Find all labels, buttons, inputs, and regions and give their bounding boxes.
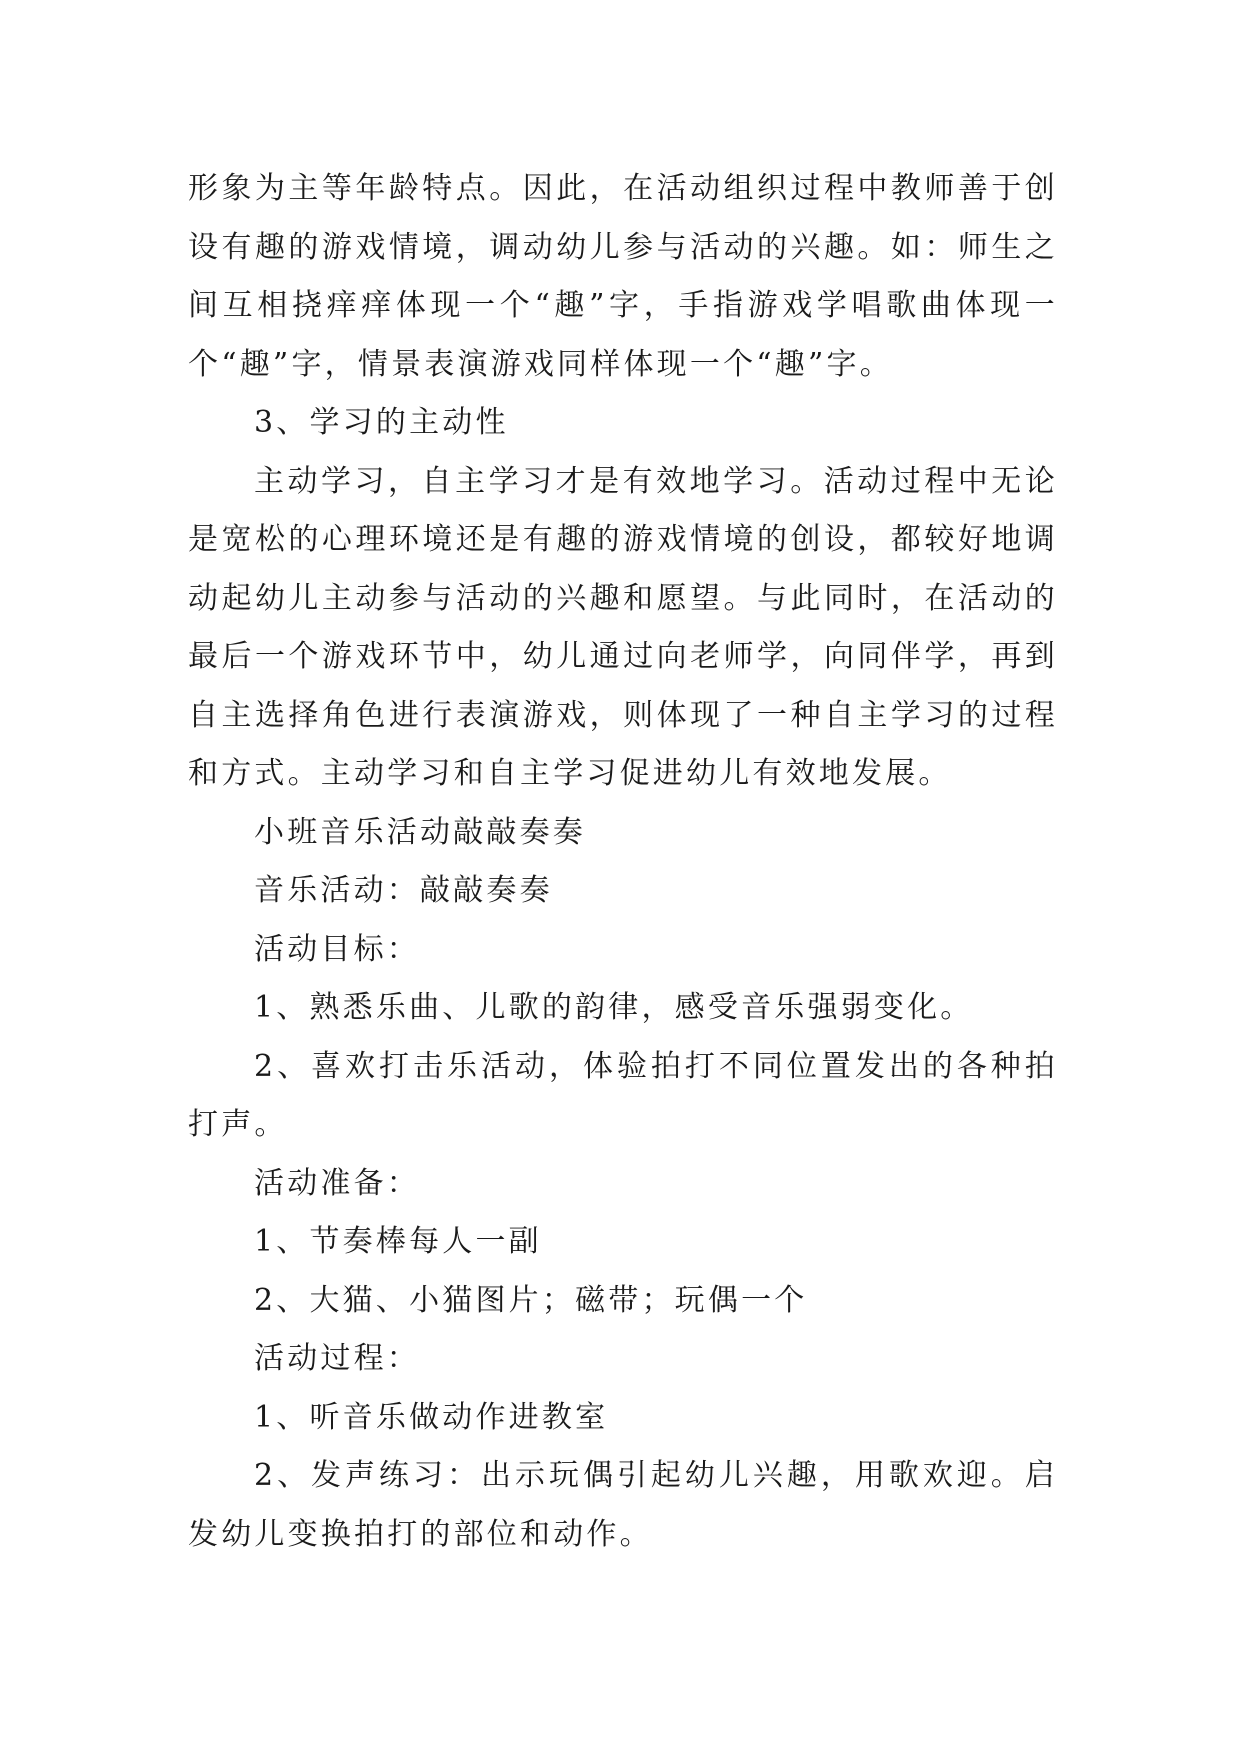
document-body	[188, 160, 1058, 1564]
process-heading: 活动过程：	[254, 1341, 420, 1376]
goals-heading: 活动目标：	[254, 931, 420, 967]
paragraph-initiative: 主动学习，自主学习才是有效地学习。活动过程中无论是宽松的心理环境还是有趣的游戏情境的创设，都较好地调动起幼儿主动参与活动的兴趣和愿望。与此同时，在活动的最后一个游戏环节中，幼儿通过向老师学，向同伴学，再到自主选择角色进行表演游戏，则体现了一种自主学习的过程和方式。主动学习和自主学习促进幼儿有效地发展。	[188, 463, 1058, 791]
goal-item: 1、熟悉乐曲、儿歌的韵律，感受音乐强弱变化。	[254, 990, 974, 1025]
preparation-item: 2、大猫、小猫图片；磁带；玩偶一个	[254, 1282, 808, 1318]
goal-item: 2、喜欢打击乐活动，体验拍打不同位置发出的各种拍打声。	[188, 1048, 1058, 1142]
process-item: 2、发声练习：出示玩偶引起幼儿兴趣，用歌欢迎。启发幼儿变换拍打的部位和动作。	[188, 1458, 1058, 1552]
section-heading-initiative: 3、学习的主动性	[254, 405, 509, 440]
paragraph-continuation: 形象为主等年龄特点。因此，在活动组织过程中教师善于创设有趣的游戏情境，调动幼儿参与活动的兴趣。如：师生之间互相挠痒痒体现一个“趣”字，手指游戏学唱歌曲体现一个“趣”字，情景表演游戏同样体现一个“趣”字。	[188, 171, 1058, 382]
lesson-activity-name: 音乐活动：敲敲奏奏	[254, 873, 553, 908]
process-item: 1、听音乐做动作进教室	[254, 1399, 609, 1435]
lesson-title: 小班音乐活动敲敲奏奏	[254, 814, 586, 850]
preparation-heading: 活动准备：	[254, 1165, 420, 1201]
preparation-item: 1、节奏棒每人一副	[254, 1224, 542, 1259]
